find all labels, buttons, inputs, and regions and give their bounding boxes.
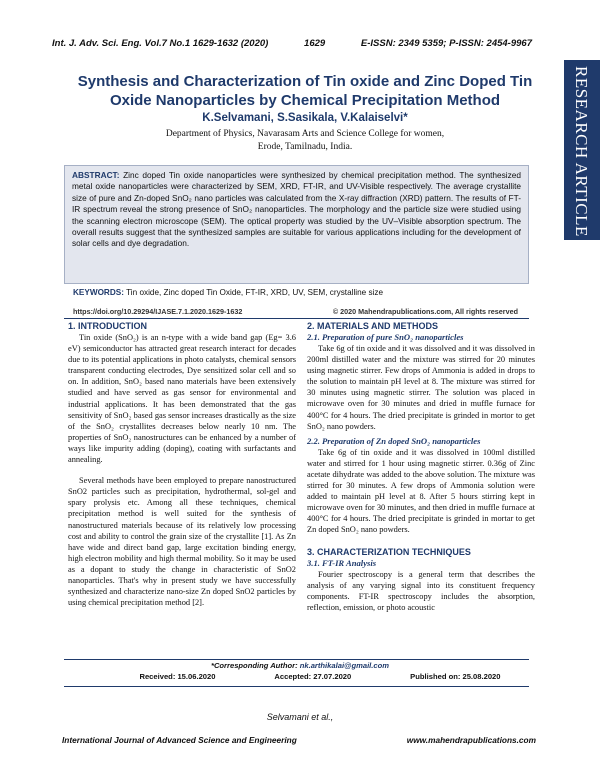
abstract-label: ABSTRACT: xyxy=(72,170,120,180)
doi-row xyxy=(73,307,518,316)
article-type-tab xyxy=(564,60,600,240)
characterization-heading: 3. CHARACTERIZATION TECHNIQUES xyxy=(307,546,471,557)
methods-paragraph-2: Take 6g of tin oxide and it was dissolved in 100ml distilled water and stirred for 1 hour using magnetic stirrer. 0.36g of Zinc acetate dihydrate was added to the above solution. The mixture was stirred for 30 minutes. A few drops of Ammonia solution were added to maintain pH level at 8. After 5 hours stirring kept in microwave oven for 30 minutes, and then dried in muffle furnace at 400°C for 4 hours. The dried precipitate is grinded in mortar to get Zn doped SnO₂ nano powders. xyxy=(307,447,535,535)
published-date: Published on: 25.08.2020 xyxy=(410,672,501,681)
article-type-label: RESEARCH ARTICLE xyxy=(572,66,591,237)
received-date: Received: 15.06.2020 xyxy=(139,672,216,681)
footer-website[interactable]: www.mahendrapublications.com xyxy=(406,735,536,745)
dates-divider xyxy=(64,686,529,687)
keywords xyxy=(73,288,523,297)
keywords-text: Tin oxide, Zinc doped Tin Oxide, FT-IR, XRD, UV, SEM, crystalline size xyxy=(126,288,384,297)
methods-subheading-1: 2.1. Preparation of pure SnO₂ nanoparticles xyxy=(307,332,464,342)
affiliation xyxy=(60,128,550,154)
publication-dates xyxy=(110,672,530,681)
header-divider xyxy=(64,318,529,319)
abstract-box xyxy=(64,165,529,284)
footer-journal-name: International Journal of Advanced Science and Engineering xyxy=(62,735,297,745)
right-column xyxy=(307,320,535,613)
corresponding-author xyxy=(60,661,540,670)
abstract-text: Zinc doped Tin oxide nanoparticles were synthesized by chemical precipitation method. The synthesized metal oxide nanoparticles were characterized by SEM, XRD, FT-IR, and UV-Visible respectively. The average crystallite size of pure and Zn-doped SnO₂ nano particles was calculated from the X-ray diffraction (XRD) pattern. The results of FT-IR spectrum reveal the strong presence of SnO₂ nanoparticles. The morphology and the particle size were studied using the scanning electron microscope (SEM). The optical property was studied by the UV–Visible absorption spectrum. The overall results suggest that the synthesized samples are suitable for various applications including for the development of solar cells and dye degradation. xyxy=(72,170,522,249)
methods-heading: 2. MATERIALS AND METHODS xyxy=(307,321,439,331)
page-number: 1629 xyxy=(304,38,326,49)
intro-paragraph-2: Several methods have been employed to prepare nanostructured SnO2 particles such as precipitation, hydrothermal, sol-gel and spary prolysis etc. Among all these techniques, chemical precipitation method is well suited for the synthesis of nanostructured materials because of its relatively low processing cost and ability to control the grain size of the crystallite [1]. As Zn have wide and direct band gap, large excitation binding energy, high electron mobility and high thermal mobility. So it may be used as a dopant to study the change in characteristic of SnO2 nanoparticles. That's why in present study we have successfully synthesized and characterize nano-size Zn doped SnO2 particles by using chemical precipitation method [2]. xyxy=(68,476,296,608)
footnote-divider xyxy=(64,659,529,660)
affiliation-line-1: Department of Physics, Navarasam Arts and Science College for women, xyxy=(165,129,445,139)
affiliation-line-2: Erode, Tamilnadu, India. xyxy=(257,142,353,152)
intro-heading: 1. INTRODUCTION xyxy=(68,321,148,331)
methods-paragraph-1: Take 6g of tin oxide and it was dissolved and it was dissolved in 200ml distilled water and the mixture was stirred for 20 minutes using magnetic stirrer. Few drops of Ammonia is added in drops to the solution to maintain pH level at 8. The mixture was stirred for 30 minutes using magnetic stirrer. The solution was placed in microwave oven for 30 minutes and dried in muffle furnace for 400°C for 4 hours. The dried precipitate is grinded in mortor to get SnO₂ nano powders. xyxy=(307,344,535,431)
keywords-label: KEYWORDS: xyxy=(73,288,124,297)
left-column xyxy=(68,320,296,608)
corresponding-email[interactable]: nk.arthikalai@gmail.com xyxy=(299,661,390,670)
paper-title: Synthesis and Characterization of Tin oxide and Zinc Doped Tin Oxide Nanoparticles by Chemical Precipitation Method xyxy=(77,73,533,109)
journal-citation: Int. J. Adv. Sci. Eng. Vol.7 No.1 1629-1632 (2020) xyxy=(52,38,269,49)
methods-subheading-2: 2.2. Preparation of Zn doped SnO₂ nanoparticles xyxy=(307,435,481,446)
accepted-date: Accepted: 27.07.2020 xyxy=(274,672,352,681)
intro-paragraph-1: Tin oxide (SnO₂) is an n-type with a wide band gap (Eg= 3.6 eV) semiconductor has attracted great research interact for decades due to its potential applications in photo catalysts, chemical sensors transparent conducting electrodes, Dye sensitized solar cell and so on. In addition, SnO₂ based nano materials have been extensively studied and have served as gas sensor for environmental and industrial applications. It has been demonstrated that the gas sensitivity of SnO₂ based gas sensor increases drastically as the size of the SnO₂ crystallites decreases below nearly 10 nm. The properties of SnO₂ nanostructures can be enhanced by a number of ways like impurity adding (doping), coating with surfactants and annealing. xyxy=(68,333,296,465)
characterization-subheading-1: 3.1. FT-IR Analysis xyxy=(307,557,377,568)
running-header xyxy=(52,38,532,49)
author-list: K.Selvamani, S.Sasikala, V.Kalaiselvi* xyxy=(202,112,408,124)
copyright: © 2020 Mahendrapublications.com, All rights reserved xyxy=(332,307,518,316)
corresponding-label: *Corresponding Author: xyxy=(210,661,298,670)
characterization-paragraph-1: Fourier spectroscopy is a general term that describes the analysis of any varying signal into its constituent frequency components. FT-IR spectroscopy includes the absorption, reflection, emission, or photo acoustic xyxy=(307,569,535,612)
doi-link[interactable]: https://doi.org/10.29294/IJASE.7.1.2020.1629-1632 xyxy=(73,307,243,316)
issn: E-ISSN: 2349 5359; P-ISSN: 2454-9967 xyxy=(360,38,532,49)
footer-author: Selvamani et al., xyxy=(266,712,334,722)
footer-row xyxy=(62,735,536,745)
